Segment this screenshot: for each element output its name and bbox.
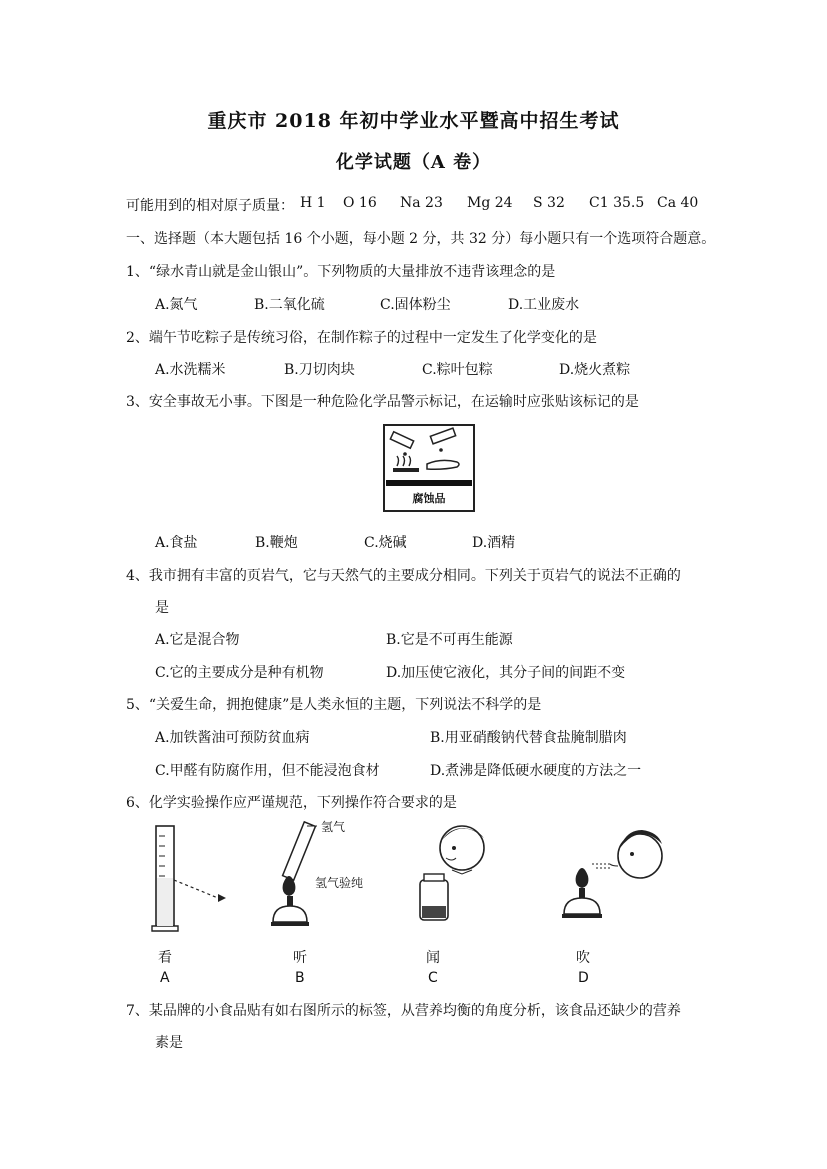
- figure-c-caption: 闻: [426, 950, 440, 966]
- corrosive-sign-icon: [383, 424, 475, 512]
- figure-b-label-top: 氢气: [321, 820, 346, 834]
- question-3-option-d: D.酒精: [472, 535, 516, 551]
- figure-b-caption: 听: [293, 950, 307, 966]
- figure-b-hydrogen-test: [265, 812, 375, 992]
- question-2-option-b: B.刀切肉块: [284, 362, 355, 378]
- figure-a-letter: A: [160, 970, 170, 986]
- question-1-option-b: B.二氧化硫: [254, 297, 325, 313]
- corrosive-warning-sign: [383, 424, 475, 512]
- question-3-option-c: C.烧碱: [364, 535, 407, 551]
- figure-d-blowing: [552, 822, 682, 992]
- atomic-mass-item: C1 35.5: [589, 195, 645, 211]
- figure-c-smelling: [412, 822, 512, 992]
- figure-d-caption: 吹: [576, 950, 590, 966]
- question-5-stem: 5、“关爱生命，拥抱健康”是人类永恒的主题，下列说法不科学的是: [126, 697, 542, 713]
- question-3-option-b: B.鞭炮: [255, 535, 298, 551]
- question-3-option-a: A.食盐: [155, 535, 198, 551]
- atomic-mass-label: 可能用到的相对原子质量：: [126, 198, 294, 214]
- question-4-option-d: D.加压使它液化，其分子间的间距不变: [386, 665, 626, 681]
- question-7-stem: 7、某品牌的小食品贴有如右图所示的标签，从营养均衡的角度分析，该食品还缺少的营养: [126, 1003, 681, 1019]
- atomic-mass-row: [126, 195, 294, 215]
- atomic-mass-item: Mg 24: [467, 195, 513, 211]
- atomic-mass-item: S 32: [533, 195, 565, 211]
- graduated-cylinder-icon: [148, 822, 238, 942]
- question-2-option-a: A.水洗糯米: [155, 362, 226, 378]
- question-2-option-c: C.粽叶包粽: [422, 362, 493, 378]
- figure-c-letter: C: [428, 970, 438, 986]
- corrosive-sign-label: 腐蚀品: [412, 492, 446, 505]
- question-1-stem: 1、“绿水青山就是金山银山”。下列物质的大量排放不违背该理念的是: [126, 264, 556, 280]
- question-6-stem: 6、化学实验操作应严谨规范，下列操作符合要求的是: [126, 795, 457, 811]
- question-2-stem: 2、端午节吃粽子是传统习俗，在制作粽子的过程中一定发生了化学变化的是: [126, 330, 597, 346]
- question-5-option-b: B.用亚硝酸钠代替食盐腌制腊肉: [430, 730, 627, 746]
- section-heading: 一、选择题（本大题包括 16 个小题，每小题 2 分，共 32 分）每小题只有一个选项符合题意。: [126, 231, 716, 247]
- atomic-mass-item: Ca 40: [657, 195, 699, 211]
- figure-b-label-mid: 氢气验纯: [315, 876, 364, 890]
- page-title: 重庆市 2018 年初中学业水平暨高中招生考试: [207, 110, 620, 132]
- question-5-option-c: C.甲醛有防腐作用，但不能浸泡食材: [155, 763, 380, 779]
- question-4-option-a: A.它是混合物: [155, 632, 240, 648]
- question-4-option-c: C.它的主要成分是种有机物: [155, 665, 324, 681]
- question-5-option-a: A.加铁酱油可预防贫血病: [155, 730, 310, 746]
- figure-a-graduated-cylinder: [148, 822, 238, 992]
- question-1-option-d: D.工业废水: [508, 297, 580, 313]
- figure-a-caption: 看: [158, 950, 172, 966]
- question-4-stem: 4、我市拥有丰富的页岩气，它与天然气的主要成分相同。下列关于页岩气的说法不正确的: [126, 568, 681, 584]
- atomic-mass-item: O 16: [343, 195, 377, 211]
- question-1-option-c: C.固体粉尘: [380, 297, 451, 313]
- question-4-stem-continued: 是: [155, 600, 169, 616]
- question-2-option-d: D.烧火煮粽: [559, 362, 631, 378]
- page-subtitle: 化学试题（A 卷）: [335, 152, 492, 173]
- question-1-option-a: A.氮气: [155, 297, 198, 313]
- question-5-option-d: D.煮沸是降低硬水硬度的方法之一: [430, 763, 642, 779]
- figure-b-letter: B: [295, 970, 305, 986]
- person-smelling-icon: [412, 822, 512, 932]
- figure-d-letter: D: [578, 970, 589, 986]
- atomic-mass-item: Na 23: [400, 195, 443, 211]
- person-blowing-lamp-icon: [552, 822, 682, 932]
- question-3-stem: 3、安全事故无小事。下图是一种危险化学品警示标记，在运输时应张贴该标记的是: [126, 394, 639, 410]
- question-7-stem-continued: 素是: [155, 1035, 183, 1051]
- atomic-mass-item: H 1: [300, 195, 326, 211]
- question-4-option-b: B.它是不可再生能源: [386, 632, 513, 648]
